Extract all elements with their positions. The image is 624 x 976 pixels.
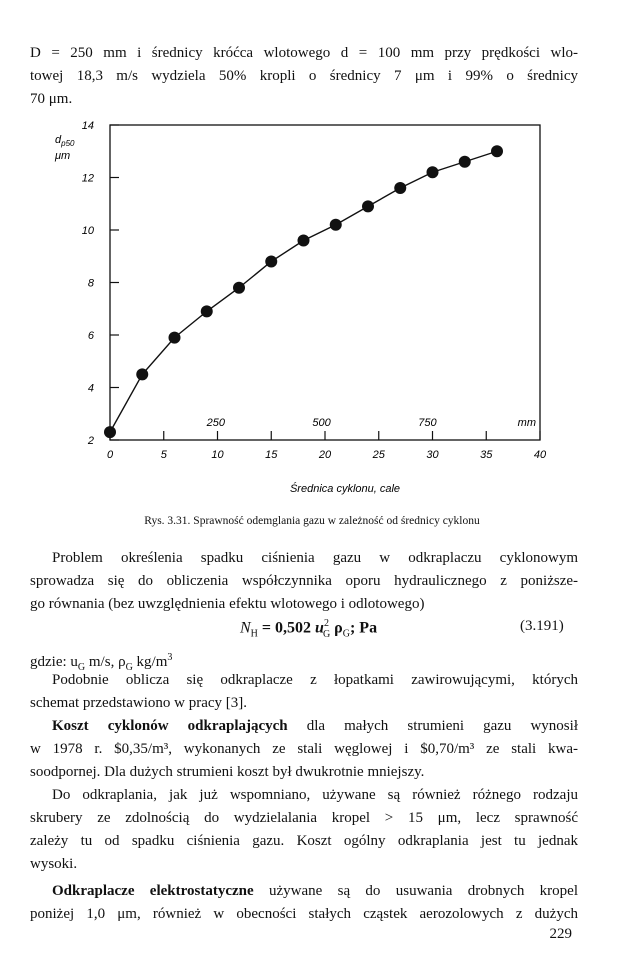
text-line bbox=[30, 880, 578, 903]
x-axis-label: Średnica cyklonu, cale bbox=[289, 483, 401, 495]
figure-caption: Rys. 3.31. Sprawność odemglania gazu w zależność od średnicy cyklonu bbox=[144, 515, 480, 527]
secondary-tick-label: 500 bbox=[312, 417, 331, 429]
subscript: G bbox=[125, 662, 133, 673]
text-span: gdzie: u bbox=[30, 654, 78, 670]
equation-3-191 bbox=[0, 618, 624, 642]
text-span: dla małych strumieni gazu wynosił bbox=[287, 718, 578, 734]
text-line: Podobnie oblicza się odkraplacze z łopatkami zawirowującymi, których bbox=[52, 672, 578, 688]
y-tick-label: 10 bbox=[81, 225, 94, 237]
text-line bbox=[30, 715, 578, 738]
text-line: Do odkraplania, jak już wspomniano, używane są również różnego rodzaju bbox=[52, 787, 578, 803]
y-axis-label: $d_{p50}$ bbox=[55, 134, 75, 148]
data-point bbox=[201, 305, 213, 317]
text-line: w 1978 r. $0,35/m³, wykonanych ze stali węglowej i $0,70/m³ ze stali kwa- bbox=[30, 741, 578, 757]
bold-term: Koszt cyklonów odkraplających bbox=[52, 718, 288, 734]
text-span: kg/m bbox=[132, 654, 168, 670]
data-point bbox=[394, 182, 406, 194]
plot-frame bbox=[110, 125, 540, 440]
eq-symbol: N bbox=[240, 619, 251, 637]
text-line: schemat przedstawiono w pracy [3]. bbox=[30, 695, 248, 711]
data-point bbox=[233, 282, 245, 294]
equation-body bbox=[240, 618, 377, 640]
data-point bbox=[169, 332, 181, 344]
data-point bbox=[427, 166, 439, 178]
eq-symbol: u bbox=[315, 619, 324, 637]
y-tick-label: 14 bbox=[81, 120, 94, 132]
x-tick-label: 10 bbox=[211, 449, 224, 461]
x-tick-label: 5 bbox=[160, 449, 167, 461]
y-tick-label: 2 bbox=[87, 435, 94, 447]
eq-subscript: G bbox=[322, 628, 331, 640]
text-line: soodpornej. Dla dużych strumieni koszt był dwukrotnie mniejszy. bbox=[30, 764, 425, 780]
y-tick-label: 4 bbox=[87, 382, 94, 395]
text-line: go równania (bez uwzględnienia efektu wlotowego i odlotowego) bbox=[30, 596, 425, 612]
x-tick-label: 30 bbox=[426, 449, 439, 461]
text-line: Problem określenia spadku ciśnienia gazu w odkraplaczu cyklonowym bbox=[52, 550, 578, 566]
secondary-unit-label: mm bbox=[517, 417, 536, 429]
text-line: zależy tu od spadku ciśnienia gazu. Koszt ogólny odkraplania jest tu jednak bbox=[30, 833, 578, 849]
secondary-tick-label: 750 bbox=[418, 417, 437, 429]
cyclone-efficiency-chart bbox=[40, 115, 560, 495]
data-point bbox=[362, 200, 374, 212]
eq-text: = 0,502 bbox=[257, 619, 316, 637]
text-line: towej 18,3 m/s wydziela 50% kropli o średnicy 7 μm i 99% o średnicy bbox=[30, 68, 578, 84]
data-point bbox=[136, 368, 148, 380]
x-tick-label: 40 bbox=[533, 449, 547, 461]
text-line: 70 μm. bbox=[30, 91, 73, 107]
eq-text: ; Pa bbox=[349, 619, 378, 637]
text-line: skrubery ze zdolnością do wydzielalania kropel > 15 μm, lecz sprawność bbox=[30, 810, 578, 826]
y-tick-label: 8 bbox=[87, 277, 94, 290]
equation-number: (3.191) bbox=[520, 618, 564, 634]
text-line: sprowadza się do obliczenia współczynnika oporu hydraulicznego z poniższe- bbox=[30, 573, 578, 589]
data-point bbox=[459, 156, 471, 168]
y-tick-label: 12 bbox=[81, 172, 94, 185]
data-point bbox=[265, 256, 277, 268]
text-span: używane są do usuwania drobnych kropel bbox=[253, 883, 579, 899]
bold-term: Odkraplacze elektrostatyczne bbox=[52, 883, 254, 899]
data-point bbox=[330, 219, 342, 231]
text-line: D = 250 mm i średnicy króćca wlotowego d = 100 mm przy prędkości wlo- bbox=[30, 45, 578, 61]
subscript: G bbox=[77, 662, 86, 673]
data-point bbox=[104, 426, 116, 438]
data-point bbox=[298, 235, 310, 247]
x-tick-label: 20 bbox=[318, 449, 332, 461]
x-tick-label: 35 bbox=[480, 449, 493, 461]
page-number: 229 bbox=[549, 926, 572, 942]
series-line bbox=[110, 151, 497, 432]
text-line: poniżej 1,0 μm, również w obecności stałych cząstek aerozolowych z dużych bbox=[30, 906, 578, 922]
x-tick-label: 25 bbox=[372, 449, 385, 461]
x-tick-label: 15 bbox=[265, 449, 278, 461]
eq-text: ρ bbox=[330, 619, 343, 637]
superscript: 3 bbox=[167, 652, 173, 663]
x-tick-label: 0 bbox=[106, 449, 114, 461]
text-span: m/s, ρ bbox=[85, 654, 126, 670]
text-line: wysoki. bbox=[30, 856, 78, 872]
y-tick-label: 6 bbox=[87, 330, 94, 342]
secondary-tick-label: 250 bbox=[206, 417, 225, 429]
eq-subscript: H bbox=[250, 628, 258, 640]
eq-subscript: G bbox=[342, 628, 350, 640]
eq-superscript: 2 bbox=[323, 618, 329, 629]
y-axis-unit: μm bbox=[55, 150, 71, 162]
data-point bbox=[491, 145, 503, 157]
